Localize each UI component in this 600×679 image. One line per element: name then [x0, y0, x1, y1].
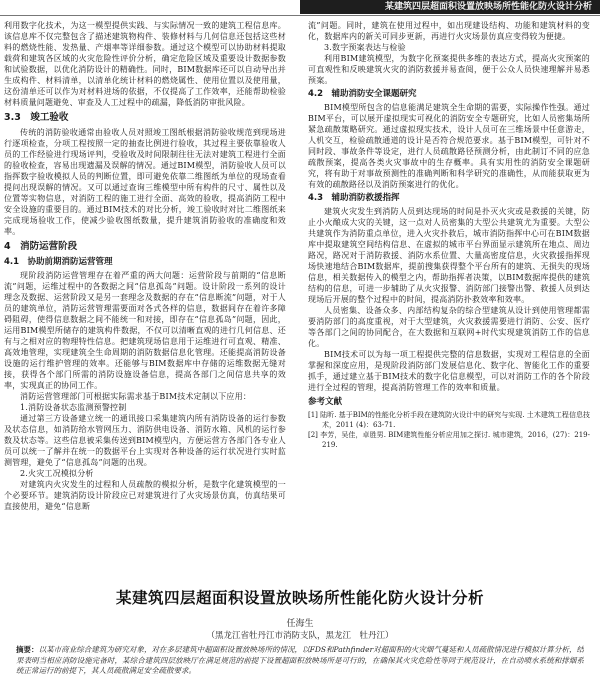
- references-heading: 参考文献: [308, 397, 343, 407]
- item-1-title: 1.消防设备状态监测预警控制: [20, 403, 127, 412]
- abstract-label: 摘要：: [16, 645, 39, 654]
- item-2-title: 2.火灾工况模拟分析: [20, 469, 94, 478]
- abstract: [16, 645, 584, 679]
- section-4-3-paragraph-c: BIM技术可以为每一项工程提供完整的信息数据，实现对工程信息的全面掌握和深度应用，是现阶段消防部门发展信息化、数字化、智能化工作的重要抓手，通过建立基于BIM技术的数字化信息模型，可以对消防工作的各个阶段进行全过程的管理，提高消防管理工作的效率和质量。: [308, 350, 590, 392]
- reference-1: [1] 陆昕. 基于BIM的性能化分析手段在建筑防火设计中的研究与实现. 土木建筑工程信息技术，2011 (4)：63-71.: [308, 411, 590, 429]
- running-header: 某建筑四层超面积设置放映场所性能化防火设计分析: [300, 0, 600, 14]
- author-name: 任海生: [286, 619, 314, 629]
- section-4-2-heading: 4.2 辅助消防安全课题研究: [308, 89, 417, 99]
- section-4-3-paragraph-b: 人员密集、设备众多、内部结构复杂的综合型建筑从设计到使用管理都需要消防部门的高度重视，对于大型建筑，火灾救援需要进行消防、公安、医疗等各部门之间的协同配合，在大数据和互联网+时代实现建筑消防工作的信息化。: [308, 306, 590, 348]
- article-title: 某建筑四层超面积设置放映场所性能化防火设计分析: [115, 589, 484, 607]
- right-column: [308, 20, 590, 575]
- section-4-3-paragraph-a: 建筑火灾发生到消防人员到达现场的时间是扑灭火灾或是救援的关键，防止小火酿成大灾的关键，这一点对人员密集的大型公共建筑尤为重要。大型公共建筑作为消防重点单位，进入火灾扑救后，城市消防指挥中心可在BIM数据库中提取建筑空间结构信息、在虚拟的城市平台界面显示建筑所在地点、周边路况，路况对于消防救援、消防水系位置、大量高密度信息，火灾救援指挥现场快速地结合BIM数据库，提前搜集获得整个平台所有的建筑、无损失的现场信息，相关数据传入的模型之内，帮助指挥者决策，以BIM数据库提供的建筑结构的信息，可进一步辅助了从火灾报警、消防部门接警出警、救援人员到达现场后开展的整个过程中的时间，提高消防扑救效率和效率。: [308, 207, 590, 304]
- intro-paragraph: 利用数字化技术，为这一模型提供实践、与实际情况一致的建筑工程信息库。该信息库不仅完整包含了描述建筑物构件、装修材料与几何信息还包括这些材料的燃烧性能、发热量、产烟率等详细参数。通过这个模型可以协助材料提取载荷和建筑各区域的火灾危险性评价分析，确定危险区域及重要设计数据参数和试验数据，以优化消防设计的精确性。同时，BIM数据库还可以自动导出并生成构件、材料清单，以清单化统计材料的燃烧属性、使用位置以及使用量，这份清单还可以作为对材料进场的依据，不仅提高了工作效率，还能帮助检验材料质量问题避免、审查及人工过程中的疏漏，降低消防审批风险。: [4, 21, 286, 107]
- section-4-2-paragraph: BIM模型所包含的信息能满足建筑全生命期的需要，实际操作性强。通过BIM平台，可以展开虚拟现实可视化的消防安全专题研究，比如人员密集场所紧急疏散策略研究。通过虚拟现实技术，设计人员可在三维场景中任意游走，人机交互，检验疏散通道的设计是否符合规范要求。基于BIM模型，可针对不同时段、事故条件等设定，进行人员疏散路径预测分析，由此制订不同的应急疏散预案，提高各类火灾事故中的生存概率。具有实用性的消防安全课题研究，将有助于对事故预测性的准确判断和科学研究的准确性，从而能获取更为有效的疏散路径以及消防预案进行的优化。: [308, 103, 590, 189]
- author-affiliation: （黑龙江省牡丹江市消防支队，黑龙江 牡丹江）: [206, 631, 394, 641]
- item-2-text: 对建筑内火灾发生的过程和人员疏散的模拟分析，是数字化建筑模型的一个必要环节。建筑消防设计阶段应已对建筑进行了火灾场景仿真，仿真结果可直接使用，避免“信息断: [4, 480, 286, 511]
- section-4-1-heading: 4.1 协助前期消防运营管理: [4, 257, 113, 267]
- section-3-3-heading: 3.3 竣工验收: [4, 112, 69, 123]
- continued-paragraph: 流”问题。同时，建筑在使用过程中，如出现建设结构、功能和建筑材料的变化，数据库内的新关可同步更新，再进行火灾场景仿真应变得较为便捷。: [308, 21, 590, 41]
- item-1-text: 通过第三方设备建立统一的通讯接口采集建筑内所有消防设备的运行参数及状态信息，如消防给水管网压力、消防供电设备、消防水箱、风机的运行参数及状态等。这些信息被采集传送到BIM模型内，方便运营方各部门各专业人员可以统一了解并在统一的数据平台上实现对各种设备的运行状况进行实时监测管理，避免了“信息孤岛”问题的出现。: [4, 414, 286, 467]
- item-3-text: 利用BIM建筑模型，为数字化预案提供多维的表达方式，提高火灾预案的可直观性和反映建筑火灾的消防救援并易查阅，便于公众人员快速理解并易悉预案。: [308, 54, 590, 85]
- section-4-1-paragraph-a: 现阶段消防运营管理存在着严重的两大问题：运营阶段与前期的“信息断流”问题，运维过程中的各数据之间“信息孤岛”问题。设计阶段一系列的设计理念及数据、运营阶段又是另一套理念及数据的存在“信息断流”问题，对于人员的建筑单位，消防运营管理需要面对各式各样的信息，数据间存在着许多障碍阻碍，使得信息数据之间不能统一和对接，即存在“信息孤岛”问题，因此，运用BIM模型所储存的建筑构件数据，不仅可以清晰直观的进行几何信息、还有与之相对应的物理特性信息。把建筑现场信息用于运维进行可直观、精准、高效地管理，实现建筑全生命周期的消防数据信息化管理。还能提高消防设备设施的运行维护管理的效率。还能够与BIM数据库中存储的运维数据无缝对接，获得各个部门所需的消防设施设备信息，提高各部门之间信息共享的效率，实现真正的协同工作。: [4, 271, 286, 390]
- item-3-title: 3.数字预案表达与检验: [324, 43, 406, 52]
- section-4-heading: 4 消防运营阶段: [4, 241, 78, 252]
- header-rule: [0, 15, 600, 16]
- section-3-3-paragraph: 传统的消防验收通常由验收人员对照竣工图纸根据消防验收规范到现场进行逐项检查，分项工程按照一定的抽查比例进行验收，其过程主要依靠验收人员的工作经验进行现场评判，受验收及时间限制往往无法对建筑工程进行全面的验收检查，容易出现遗漏及误解的情况。通过BIM模型，消防验收人员可以指挥数字验收模拟人员的判断位置，即可避免依靠二维图纸为单位的现场查看提问出现误解的情况。又可以通过查询三维模型中所有构件的尺寸、属性以及位置等实物信息，对消防工程的施工进行全面、高效的验收，提高消防工程中安全设施的重要目的。通过BIM技术的对比分析，竣工验收时对比二维图纸来完成现场验收工作，使减少验收图纸数量，提升建筑消防验收的准确度和效率。: [4, 128, 286, 236]
- reference-2: [2] 李芳，吴佳，卓胜男. BIM建筑性能分析应用加之探讨. 城市建筑，2016，(27)：219-219.: [308, 431, 590, 449]
- section-4-3-heading: 4.3 辅助消防救援指挥: [308, 193, 400, 203]
- section-4-1-paragraph-b: 消防运营管理部门可根据实际需求基于BIM技术定制以下应用：: [20, 392, 252, 401]
- left-column: [4, 20, 286, 575]
- abstract-text: 以某市商业综合建筑为研究对象，对在多层建筑中超面积设置放映场所的情况，以FDS和Pathfinder对超面积的火灾烟气蔓延和人员疏散情况进行模拟计算分析，结果表明当相应消防设施完备时，某综合建筑四层放映厅在满足规范的前提下设置超面积放映场所是可行的，在确保其火灾危险性等同于规范设计，在自动喷水系统和排烟系统正常运行的前提下，其人员疏散满足安全疏散要求。: [16, 645, 584, 675]
